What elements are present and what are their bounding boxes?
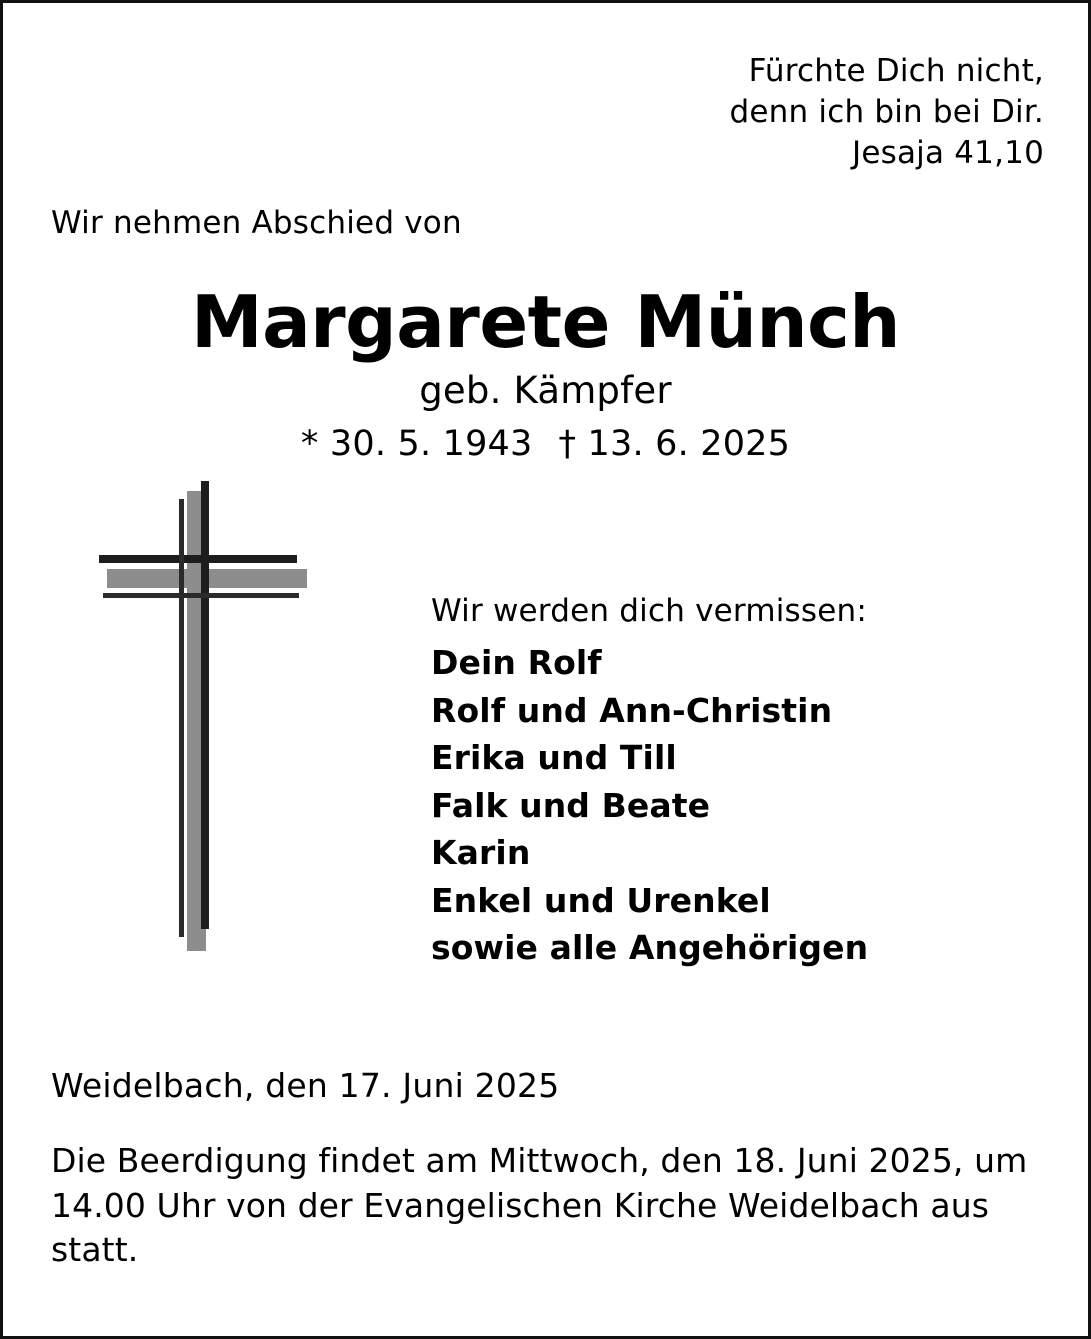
funeral-info: Die Beerdigung findet am Mittwoch, den 18. Juni 2025, um 14.00 Uhr von der Evangelischen Kirche Weidelbach aus statt. bbox=[51, 1141, 1028, 1270]
mourners-title: Wir werden dich vermissen: bbox=[431, 593, 867, 629]
cross-icon bbox=[99, 481, 314, 951]
mourner-name: Falk und Beate bbox=[431, 785, 711, 825]
mourners-block bbox=[431, 593, 868, 972]
birth-date: * 30. 5. 1943 bbox=[300, 423, 533, 464]
cross-vertical-dark-2 bbox=[179, 499, 184, 937]
scripture-line-1: Fürchte Dich nicht, bbox=[748, 53, 1044, 89]
life-dates bbox=[3, 424, 1088, 464]
scripture-line-2: denn ich bin bei Dir. bbox=[729, 94, 1044, 131]
mourner-name: Rolf und Ann-Christin bbox=[431, 690, 833, 730]
intro-text: Wir nehmen Abschied von bbox=[51, 205, 462, 241]
name-block bbox=[3, 280, 1088, 464]
scripture-reference: Jesaja 41,10 bbox=[852, 135, 1044, 172]
mourner-name: Karin bbox=[431, 833, 531, 873]
cross-horizontal-dark-2 bbox=[103, 593, 299, 598]
mourner-name: Enkel und Urenkel bbox=[431, 880, 771, 920]
deceased-name: Margarete Münch bbox=[190, 280, 901, 364]
mourner-name: Dein Rolf bbox=[431, 643, 602, 682]
notice-inner bbox=[3, 3, 1088, 1336]
mourner-name: sowie alle Angehörigen bbox=[431, 928, 869, 968]
mourner-name: Erika und Till bbox=[431, 738, 677, 778]
scripture-quote bbox=[729, 51, 1044, 175]
maiden-name: geb. Kämpfer bbox=[419, 368, 672, 412]
cross-horizontal-dark bbox=[99, 555, 297, 563]
cross-vertical-dark bbox=[201, 481, 209, 929]
death-date: † 13. 6. 2025 bbox=[558, 423, 791, 464]
place-and-date: Weidelbach, den 17. Juni 2025 bbox=[51, 1066, 560, 1105]
